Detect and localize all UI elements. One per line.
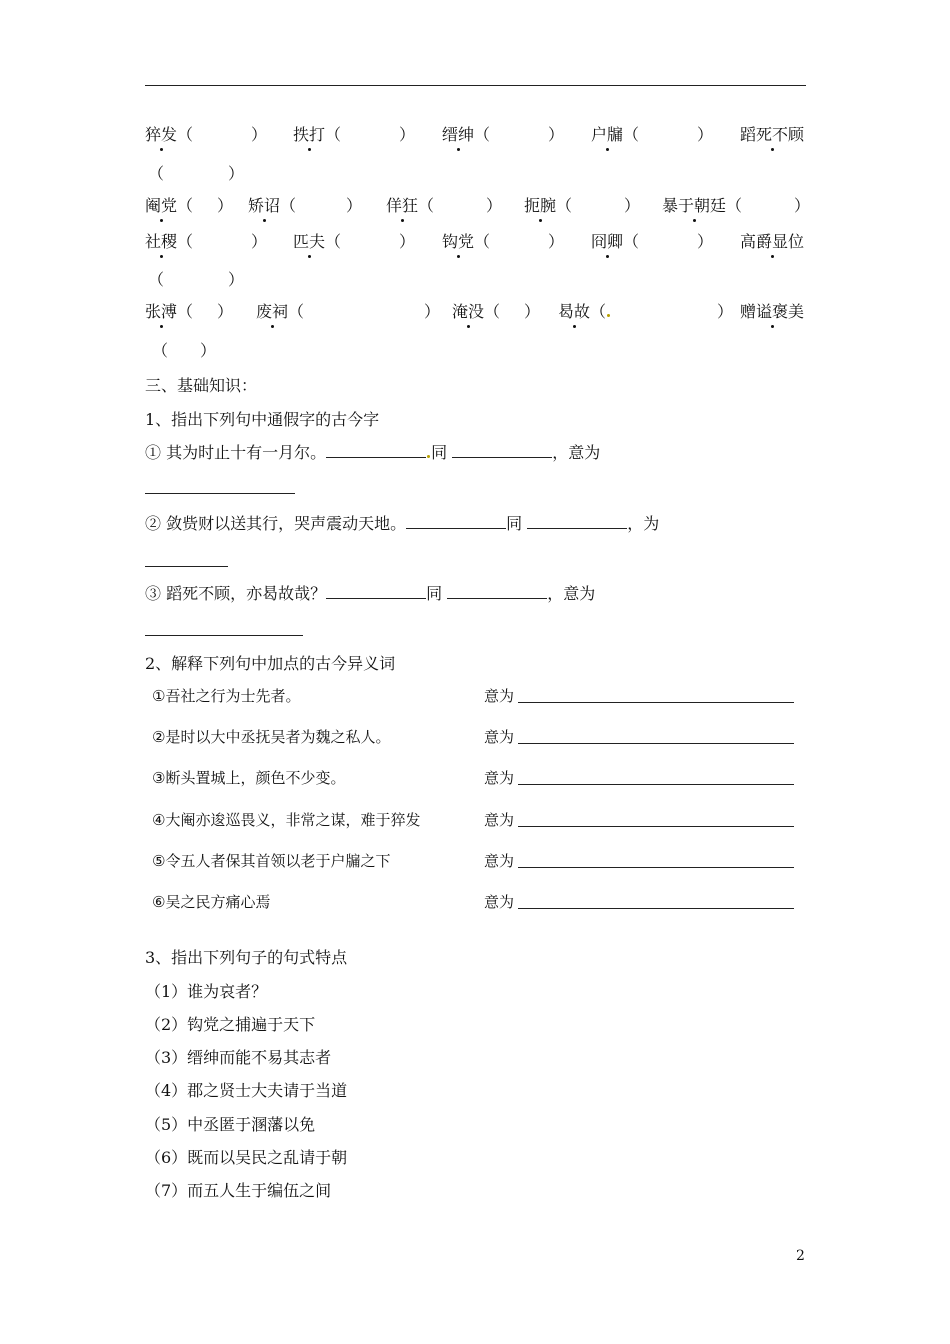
q2-sentence: ⑤令五人者保其首领以老于户牖之下 (152, 852, 391, 870)
answer-line[interactable] (145, 493, 295, 494)
pron-item: 匹夫 （ ） (293, 232, 415, 252)
q3-item: （4）郡之贤士大夫请于当道 (145, 1081, 348, 1100)
pron-item: 暴于朝廷 （ ） (662, 196, 810, 216)
pron-item: 曷故 （ ） (558, 302, 733, 322)
q1-item: ③ 蹈死不顾，亦曷故哉？ 同 ，意为 (145, 584, 596, 603)
q2-label: 意为 (484, 811, 515, 829)
page-number: 2 (796, 1248, 805, 1264)
q2-sentence: ③断头置城上，颜色不少变。 (152, 769, 346, 787)
q2-label: 意为 (484, 687, 515, 705)
pron-item: 高爵显位 (740, 232, 804, 252)
q3-item: （3）缙绅而能不易其志者 (145, 1048, 332, 1067)
q2-sentence: ②是时以大中丞抚吴者为魏之私人。 (152, 728, 391, 746)
answer-line[interactable] (518, 743, 794, 744)
pron-item: 扼腕 （ ） (524, 196, 640, 216)
pron-item: 废祠 （ ） (256, 302, 440, 322)
q2-label: 意为 (484, 728, 515, 746)
pron-item: 钩党 （ ） (442, 232, 564, 252)
pron-item: 缙绅 （ ） (442, 125, 564, 145)
pron-item: 冏卿 （ ） (591, 232, 713, 252)
pron-item: 社稷 （ ） (145, 232, 267, 252)
pron-item: 户牖 （ ） (591, 125, 713, 145)
pron-paren: （ ） (152, 341, 217, 360)
pron-item: 猝发 （ ） (145, 125, 267, 145)
pron-item: 矫诏 （ ） (248, 196, 362, 216)
pron-item: 抶打 （ ） (293, 125, 415, 145)
answer-line[interactable] (518, 702, 794, 703)
pron-item: 赠谥褒美 (740, 302, 804, 322)
q1-item: ② 敛赀财以送其行，哭声震动天地。 同 ，为 (145, 514, 660, 533)
section-heading: 三、基础知识： (145, 376, 258, 395)
pron-item: 蹈死不顾 (740, 125, 804, 145)
pron-word: 猝发 (145, 125, 178, 144)
answer-line[interactable] (518, 784, 794, 785)
q3-item: （2）钩党之捕遍于天下 (145, 1015, 316, 1034)
answer-line[interactable] (518, 826, 794, 827)
q3-item: （6）既而以吴民之乱请于朝 (145, 1148, 348, 1167)
pron-item: 张溥 （ ） (145, 302, 233, 322)
pron-paren: （ ） (148, 164, 245, 183)
pron-item: 佯狂 （ ） (386, 196, 502, 216)
q3-item: （1）谁为哀者？ (145, 982, 268, 1001)
answer-line[interactable] (145, 635, 303, 636)
q1-item: ① 其为时止十有一月尔。 同 ，意为 (145, 443, 601, 462)
pron-item: 淹没 （ ） (452, 302, 540, 322)
answer-line[interactable] (145, 566, 228, 567)
stray-mark (607, 314, 610, 317)
q2-label: 意为 (484, 893, 515, 911)
q3-item: （5）中丞匿于溷藩以免 (145, 1115, 316, 1134)
pron-paren: （ ） (148, 270, 245, 289)
header-rule (145, 85, 806, 86)
q2-label: 意为 (484, 852, 515, 870)
q2-sentence: ①吾社之行为士先者。 (152, 687, 301, 705)
q2-sentence: ④大阉亦逡巡畏义，非常之谋，难于猝发 (152, 811, 421, 829)
q3-title: 3、指出下列句子的句式特点 (145, 948, 348, 967)
pron-item: 阉党 （ ） (145, 196, 233, 216)
q2-sentence: ⑥吴之民方痛心焉 (152, 893, 271, 911)
q1-title: 1、指出下列句中通假字的古今字 (145, 410, 380, 429)
q2-label: 意为 (484, 769, 515, 787)
answer-line[interactable] (518, 867, 794, 868)
answer-line[interactable] (518, 908, 794, 909)
q2-title: 2、解释下列句中加点的古今异义词 (145, 654, 396, 673)
q3-item: （7）而五人生于编伍之间 (145, 1181, 332, 1200)
